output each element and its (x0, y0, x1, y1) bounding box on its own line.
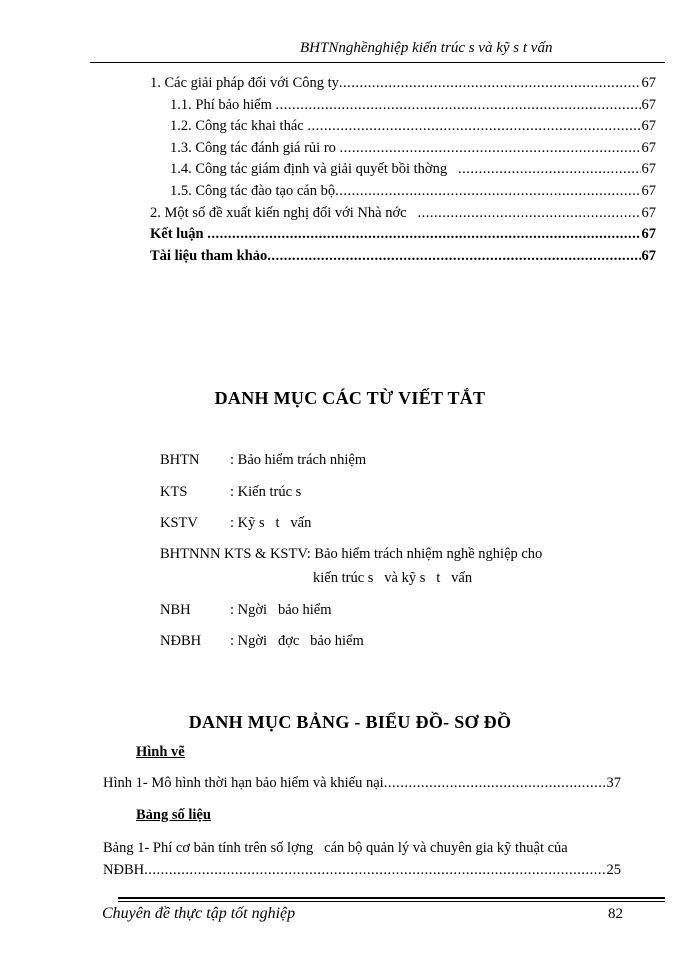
table-entry-line1: Bảng 1- Phí cơ bản tính trên số lợng cán bộ quản lý và chuyên gia kỹ thuật của (103, 840, 568, 856)
abbreviation-item: BHTN : Bảo hiểm trách nhiệm (160, 452, 367, 468)
table-entry-line2: NĐBH ..... 25 (103, 862, 621, 879)
figures-title: DANH MỤC BẢNG - BIỂU ĐỒ- SƠ ĐỒ (188, 712, 512, 732)
toc-entry: 1.2. Công tác khai thác ..... 67 (150, 118, 656, 140)
toc-entry: 1.3. Công tác đánh giá rủi ro ..... 67 (150, 140, 656, 162)
toc-entry: 1.1. Phí bảo hiểm ..... 67 (150, 97, 656, 119)
toc-entry: Kết luận ..... 67 (150, 226, 656, 248)
toc-entry: 1.5. Công tác đào tạo cán bộ ..... 67 (150, 183, 656, 205)
abbreviations-title: DANH MỤC CÁC TỪ VIẾT TẮT (214, 388, 486, 408)
toc-entry: 1. Các giải pháp đối với Công ty ..... 67 (150, 75, 656, 97)
abbreviation-item: KTS : Kiến trúc s (160, 484, 302, 500)
header-title: BHTNnghềnghiệp kiến trúc s và kỹ s t vấn (300, 40, 553, 56)
table-of-contents (150, 75, 656, 269)
footer-rule (118, 897, 665, 899)
figure-entry: Hình 1- Mô hình thời hạn bảo hiểm và khiếu nại ..... 37 (103, 775, 621, 792)
abbreviation-item: KSTV : Kỹ s t vấn (160, 515, 312, 531)
toc-entry: 1.4. Công tác giám định và giải quyết bồi thờng ..... 67 (150, 161, 656, 183)
abbreviation-item-continued: kiến trúc s và kỹ s t vấn (313, 570, 473, 586)
abbreviation-item: NBH : Ngời bảo hiểm (160, 602, 332, 618)
header-rule (90, 62, 665, 63)
footer-rule (118, 901, 665, 902)
hinh-ve-heading: Hình vẽ (136, 744, 185, 760)
toc-entry: 2. Một số đề xuất kiến nghị đối với Nhà nớc ..... 67 (150, 205, 656, 227)
bang-so-lieu-heading: Bảng số liệu (136, 807, 211, 823)
abbreviation-item: BHTNNN KTS & KSTV: Bảo hiểm trách nhiệm nghề nghiệp cho (160, 546, 543, 562)
toc-entry: Tài liệu tham khảo ..... 67 (150, 248, 656, 270)
page-number: 82 (608, 906, 623, 922)
abbreviation-item: NĐBH : Ngời đợc bảo hiểm (160, 633, 364, 649)
footer-title: Chuyên đề thực tập tốt nghiệp (102, 905, 296, 922)
